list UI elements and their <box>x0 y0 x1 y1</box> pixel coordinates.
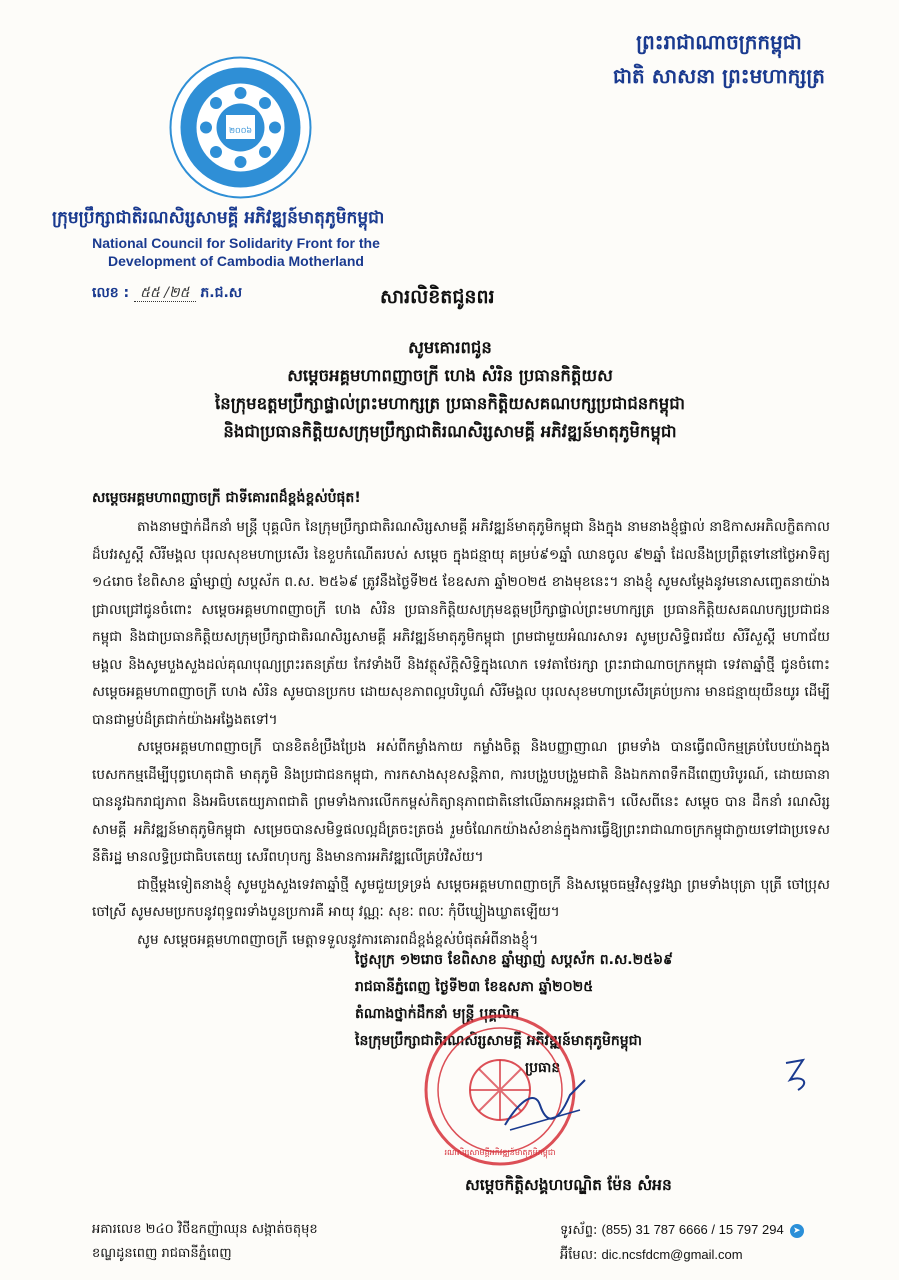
position-title: ប្រធាន <box>525 1060 561 1076</box>
address-line1: អគារលេខ ២៤០ វិថីឧកញ៉ាឈុន សង្កាត់ចតុមុខ <box>92 1222 318 1237</box>
email-value[interactable]: dic.ncsfdcm@gmail.com <box>601 1247 743 1262</box>
footer-contact <box>560 1218 804 1268</box>
footer-address <box>92 1218 318 1266</box>
heading-line2: សម្តេចអគ្គមហាពញាចក្រី ហេង សំរិន ប្រធានកិត្តិយស <box>287 366 613 385</box>
org-name-english <box>66 234 406 270</box>
org-name-english-line2: Development of Cambodia Motherland <box>108 253 364 269</box>
ref-label: លេខ : <box>92 285 130 301</box>
salutation: សម្តេចអគ្គមហាពញាចក្រី ជាទីគោរពដ៏ខ្ពង់ខ្ពស់បំផុត! <box>92 490 361 506</box>
phone-row <box>560 1218 804 1243</box>
ref-suffix: ភ.ជ.ស <box>200 285 243 301</box>
org-name-khmer: ក្រុមប្រឹក្សាជាតិរណសិរ្សសាមគ្គី អភិវឌ្ឍន៍មាតុភូមិកម្ពុជា <box>52 208 385 228</box>
ref-number: ៥៥ /២៥ <box>134 285 196 302</box>
email-label: អ៊ីមែល: <box>560 1248 598 1263</box>
phone-label: ទូរស័ព្ទ: <box>560 1223 598 1238</box>
paragraph-4: សូម សម្តេចអគ្គមហាពញាចក្រី មេត្តាទទួលនូវការគោរពដ៏ខ្ពង់ខ្ពស់បំផុតអំពីនាងខ្ញុំ។ <box>137 931 539 948</box>
org-name-english-line1: National Council for Solidarity Front for the <box>92 235 380 251</box>
on-behalf-line: តំណាងថ្នាក់ដឹកនាំ មន្ត្រី បុគ្គលិក <box>355 1006 520 1022</box>
document-title: សារលិខិតជូនពរ <box>380 286 495 308</box>
kingdom-line: ព្រះរាជាណាចក្រកម្ពុជា <box>636 30 802 54</box>
signer-name: សម្តេចកិត្តិសង្គហបណ្ឌិត ម៉ែន សំអន <box>465 1175 672 1194</box>
place-date: រាជធានីភ្នំពេញ ថ្ងៃទី២៣ ខែឧសភា ឆ្នាំ២០២៥ <box>355 979 594 995</box>
heading-line4: និងជាប្រធានកិត្តិយសក្រុមប្រឹក្សាជាតិរណសិរ្សសាមគ្គី អភិវឌ្ឍន៍មាតុភូមិកម្ពុជា <box>223 422 677 441</box>
reference-line <box>92 283 242 304</box>
telegram-icon: ➤ <box>790 1224 804 1238</box>
heading-line1: សូមគោរពជូន <box>408 338 492 357</box>
org-line: នៃក្រុមប្រឹក្សាជាតិរណសិរ្សសាមគ្គី អភិវឌ្ឍន៍មាតុភូមិកម្ពុជា <box>355 1033 642 1049</box>
nation-religion-king-line: ជាតិ សាសនា ព្រះមហាក្សត្រ <box>613 64 825 88</box>
letter-body <box>92 514 830 954</box>
address-line2: ខណ្ឌដូនពេញ រាជធានីភ្នំពេញ <box>92 1246 232 1261</box>
initials-mark <box>778 1055 823 1095</box>
phone-value: (855) 31 787 6666 / 15 797 294 <box>601 1222 784 1237</box>
official-seal <box>405 1010 595 1170</box>
paragraph-2: សម្តេចអគ្គមហាពញាចក្រី បានខិតខំប្រឹងប្រែង អស់ពីកម្លាំងកាយ កម្លាំងចិត្ត និងបញ្ញាញាណ ព្រមទាំង បានធ្វើពលិកម្មគ្រប់បែបយ៉ាងក្នុងបេសកកម្មដើម្បីបុព្វហេតុជាតិ មាតុភូមិ និងប្រជាជនកម្ពុជា, ការកសាងសុខសន្តិភាព, ការបង្រួបបង្រួមជាតិ និងឯកភាពទឹកដីពេញបរិបូរណ៍, ដោយធានាបាននូវឯករាជ្យភាព និងអធិបតេយ្យភាពជាតិ ព្រមទាំងការលើកកម្ពស់កិត្យានុភាពជាតិនៅលើឆាកអន្តរជាតិ។ លើសពីនេះ សម្តេច បាន ដឹកនាំ រណសិរ្សសាមគ្គី អភិវឌ្ឍន៍មាតុភូមិកម្ពុជា សម្រេចបានសមិទ្ធផលល្អដ៏ត្រចះត្រចង់ រួមចំណែកយ៉ាងសំខាន់ក្នុងការធ្វើឱ្យព្រះរាជាណាចក្រកម្ពុជាក្លាយទៅជាប្រទេសនីតិរដ្ឋ មានលទ្ធិប្រជាធិបតេយ្យ សេរីពហុបក្ស និងមានការអភិវឌ្ឍលើគ្រប់វិស័យ។ <box>92 739 830 865</box>
seal-text: រណសិរ្សសាមគ្គីអភិវឌ្ឍន៍មាតុភូមិកម្ពុជា <box>444 1148 556 1157</box>
kingdom-motto <box>579 25 859 93</box>
paragraph-3: ជាថ្មីម្តងទៀតនាងខ្ញុំ សូមបួងសួងទេវតាឆ្នាំថ្មី សូមជួយទ្រទ្រង់ សម្តេចអគ្គមហាពញាចក្រី និងសម្តេចធម្មវិសុទ្ធវង្សា ព្រមទាំងបុត្រា បុត្រី ចៅប្រុស ចៅស្រី សូមសមប្រកបនូវពុទ្ធពរទាំងបួនប្រការគឺ អាយុ វណ្ណៈ សុខៈ ពលៈ កុំបីឃ្លៀងឃ្លាតឡើយ។ <box>92 876 830 920</box>
organization-logo <box>168 55 313 200</box>
lunar-date: ថ្ងៃសុក្រ ១២រោច ខែពិសាខ ឆ្នាំម្សាញ់ សប្តស័ក ព.ស.២៥៦៩ <box>355 952 673 968</box>
paragraph-1: តាងនាមថ្នាក់ដឹកនាំ មន្ត្រី បុគ្គលិក នៃក្រុមប្រឹក្សាជាតិរណសិរ្សសាមគ្គី អភិវឌ្ឍន៍មាតុភូមិកម្ពុជា និងក្នុង នាមនាងខ្ញុំផ្ទាល់ នាឱកាសអភិលក្ខិតកាលដ៏បវរសួស្តី សិរីមង្គល បុរលសុខមហាប្រសើរ នៃខួបកំណើតរបស់ សម្តេច ក្នុងជន្មាយុ គម្រប់៩១ឆ្នាំ ឈានចូល ៩២ឆ្នាំ ដែលនឹងប្រព្រឹត្តទៅនៅថ្ងៃអាទិត្យ ១៤រោច ខែពិសាខ ឆ្នាំម្សាញ់ សប្តស័ក ព.ស. ២៥៦៩ ត្រូវនឹងថ្ងៃទី២៥ ខែឧសភា ឆ្នាំ២០២៥ ខាងមុខនេះ។ នាងខ្ញុំ សូមសម្តែងនូវមនោសញ្ចេតនាយ៉ាងជ្រាលជ្រៅជូនចំពោះ សម្តេចអគ្គមហាពញាចក្រី ហេង សំរិន ប្រធានកិត្តិយសក្រុមឧត្តមប្រឹក្សាផ្ទាល់ព្រះមហាក្សត្រ ប្រធានកិត្តិយសគណបក្សប្រជាជនកម្ពុជា និងជាប្រធានកិត្តិយសក្រុមប្រឹក្សាជាតិរណសិរ្សសាមគ្គី អភិវឌ្ឍន៍មាតុភូមិកម្ពុជា ព្រមជាមួយអំណរសាទរ សូមប្រសិទ្ធិពរជ័យ សិរីសួស្តី មហាជ័យមង្គល និងសូមបួងសួងដល់គុណបុណ្យព្រះរតនត្រ័យ កែវទាំងបី និងវត្ថុស័ក្តិសិទ្ធិក្នុងលោក ទេវតាថែរក្សា ព្រះរាជាណាចក្រកម្ពុជា ទេវតាឆ្នាំថ្មី ជូនចំពោះ សម្តេចអគ្គមហាពញាចក្រី ហេង សំរិន សូមបានប្រកប ដោយសុខភាពល្អបរិបូណ៌ សិរីមង្គល បុរលសុខមហាប្រសើរគ្រប់ប្រការ មានជន្មាយុយឺនយូរ ដើម្បីបានជាម្លប់ដ៏ត្រជាក់យ៉ាងអង្វែងតទៅ។ <box>92 519 830 728</box>
heading-line3: នៃក្រុមឧត្តមប្រឹក្សាផ្ទាល់ព្រះមហាក្សត្រ ប្រធានកិត្តិយសគណបក្សប្រជាជនកម្ពុជា <box>215 394 685 413</box>
logo-center-text: ២០០៦ <box>228 126 253 135</box>
handwritten-signature <box>500 1070 590 1140</box>
email-row <box>560 1243 804 1268</box>
